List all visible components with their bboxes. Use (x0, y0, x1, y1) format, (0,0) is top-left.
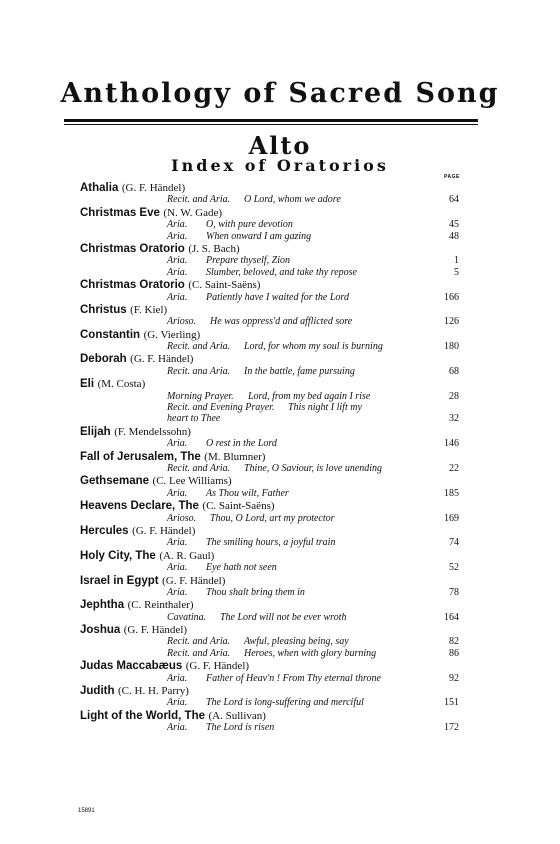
page-number: 92 (449, 672, 459, 684)
piece-words: O, with pure devotion (206, 219, 293, 231)
piece-words: Thou, O Lord, art my protector (210, 512, 335, 524)
index-item (80, 316, 465, 327)
piece-form: Morning Prayer. (167, 390, 234, 402)
oratorio-title: Christmas Eve (80, 206, 160, 219)
entry-heading (80, 524, 465, 537)
entry-heading (80, 474, 465, 487)
index-entry (80, 242, 465, 278)
index-entry (80, 206, 465, 242)
piece-form: Aria. (167, 722, 188, 734)
composer-name: (A. R. Gaul) (159, 549, 215, 562)
index-item (80, 463, 465, 474)
composer-name: (G. F. Händel) (185, 660, 250, 673)
piece-form: Recit. and Aria. (167, 647, 231, 659)
entry-heading (80, 549, 465, 562)
oratorio-title: Constantin (80, 328, 141, 341)
piece-form: Aria. (167, 438, 188, 450)
piece-words: Thou shalt bring them in (206, 586, 305, 598)
oratorio-title: Christmas Oratorio (80, 242, 185, 255)
page-title: Anthology of Sacred Song (60, 78, 500, 109)
page-number: 166 (444, 291, 459, 303)
page-number: 185 (444, 487, 459, 499)
page-number: 164 (444, 611, 459, 623)
index-item (80, 697, 465, 708)
piece-form: Recit. and Aria. (167, 341, 231, 353)
oratorio-title: Holy City, The (80, 549, 156, 562)
page-number: 126 (444, 316, 459, 328)
page-number: 52 (449, 562, 459, 574)
oratorio-title: Jephtha (80, 599, 125, 612)
index-item (80, 648, 465, 659)
oratorio-index (80, 181, 465, 734)
entry-heading (80, 352, 465, 365)
piece-form: Aria. (167, 537, 188, 549)
index-entry (80, 425, 465, 450)
index-item (80, 636, 465, 647)
index-entry (80, 684, 465, 709)
composer-name: (F. Kiel) (130, 303, 168, 316)
piece-form: Aria. (167, 697, 188, 709)
page-number: 1 (454, 255, 459, 267)
oratorio-title: Athalia (80, 182, 119, 194)
page-number: 32 (449, 413, 459, 425)
piece-form: Recit. and Aria. (167, 194, 231, 206)
piece-words: Thine, O Saviour, is love unending (244, 462, 383, 474)
entry-heading (80, 659, 465, 672)
oratorio-title: Judas Maccabæus (80, 660, 183, 673)
composer-name: (F. Mendelssohn) (114, 425, 191, 438)
oratorio-title: Hercules (80, 524, 129, 537)
index-item (80, 366, 465, 377)
oratorio-title: Elijah (80, 425, 111, 438)
piece-form: Recit. and Aria. (167, 462, 231, 474)
page-number: 5 (454, 266, 459, 278)
oratorio-title: Joshua (80, 624, 121, 637)
oratorio-title: Heavens Declare, The (80, 500, 199, 513)
page-number: 169 (444, 512, 459, 524)
piece-form: Arioso. (167, 316, 197, 328)
piece-form: Aria. (167, 219, 188, 231)
piece-words: This night I lift my (288, 402, 362, 414)
oratorio-title: Eli (80, 378, 95, 391)
entry-heading (80, 425, 465, 438)
composer-name: (C. Saint-Saëns) (188, 279, 261, 292)
index-item (80, 402, 465, 413)
composer-name: (G. F. Händel) (121, 182, 186, 194)
piece-words: Father of Heav'n ! From Thy eternal throne (206, 672, 381, 684)
index-item (80, 413, 465, 424)
oratorio-title: Christus (80, 303, 127, 316)
title-rule-thin (64, 124, 478, 125)
page-number: 64 (449, 194, 459, 206)
page-number: 78 (449, 586, 459, 598)
piece-words: Eye hath not seen (206, 562, 277, 574)
piece-words: Lord, from my bed again I rise (248, 390, 371, 402)
index-entry (80, 549, 465, 574)
composer-name: (G. Vierling) (143, 328, 201, 341)
composer-name: (C. Saint-Saëns) (202, 500, 275, 513)
composer-name: (G. F. Händel) (132, 524, 196, 537)
piece-form: Recit. and Evening Prayer. (167, 402, 275, 414)
composer-name: (A. Sullivan) (208, 709, 266, 722)
piece-words: Lord, for whom my soul is burning (244, 341, 383, 353)
catalog-number: 15891 (78, 808, 95, 814)
page-number: 172 (444, 722, 459, 734)
piece-words: As Thou wilt, Father (206, 487, 289, 499)
piece-form: Aria. (167, 230, 188, 242)
piece-form: Aria. (167, 562, 188, 574)
index-entry (80, 303, 465, 328)
composer-name: (C. Reinthaler) (127, 599, 194, 612)
page-column-header: PAGE (444, 174, 460, 180)
piece-form: Aria. (167, 255, 188, 267)
composer-name: (G. F. Händel) (130, 353, 194, 366)
index-entry (80, 352, 465, 377)
index-entry (80, 328, 465, 353)
entry-heading (80, 499, 465, 512)
oratorio-title: Judith (80, 685, 115, 698)
piece-form: Aria. (167, 291, 188, 303)
index-item (80, 537, 465, 548)
composer-name: (G. F. Händel) (123, 624, 188, 637)
piece-words: Prepare thyself, Zion (206, 255, 290, 267)
piece-words: When onward I am gazing (206, 230, 312, 242)
title-rule-thick (64, 119, 478, 122)
index-item (80, 722, 465, 733)
index-entry (80, 709, 465, 734)
entry-heading (80, 242, 465, 255)
index-item (80, 562, 465, 573)
index-item (80, 231, 465, 242)
index-item (80, 219, 465, 230)
page-number: 28 (449, 390, 459, 402)
piece-form: Cavatina. (167, 611, 207, 623)
oratorio-title: Deborah (80, 353, 127, 366)
page-number: 48 (449, 230, 459, 242)
index-entry (80, 474, 465, 499)
index-item (80, 488, 465, 499)
entry-heading (80, 450, 465, 463)
entry-heading (80, 598, 465, 611)
index-entry (80, 623, 465, 659)
section-heading: Alto (248, 131, 312, 160)
index-item (80, 194, 465, 205)
index-item (80, 673, 465, 684)
index-entry (80, 450, 465, 475)
index-item (80, 612, 465, 623)
entry-heading (80, 303, 465, 316)
composer-name: (C. H. H. Parry) (118, 685, 189, 698)
piece-words: The Lord will not be ever wroth (220, 611, 347, 623)
page-number: 74 (449, 537, 459, 549)
page-number: 45 (449, 219, 459, 231)
entry-heading (80, 206, 465, 219)
oratorio-title: Light of the World, The (80, 709, 205, 722)
piece-words: Slumber, beloved, and take thy repose (206, 266, 357, 278)
oratorio-title: Christmas Oratorio (80, 279, 185, 292)
piece-words: In the battle, fame pursuing (244, 365, 355, 377)
page-number: 146 (444, 438, 459, 450)
entry-heading (80, 709, 465, 722)
composer-name: (N. W. Gade) (163, 206, 223, 219)
index-entry (80, 524, 465, 549)
oratorio-title: Israel in Egypt (80, 574, 159, 587)
composer-name: (M. Blumner) (204, 450, 266, 463)
index-subtitle: Index of Oratorios (171, 156, 389, 175)
entry-heading (80, 181, 465, 194)
piece-words: Patiently have I waited for the Lord (206, 291, 349, 303)
piece-words: O Lord, whom we adore (244, 194, 341, 206)
index-item (80, 292, 465, 303)
entry-heading (80, 278, 465, 291)
index-item (80, 587, 465, 598)
composer-name: (M. Costa) (97, 378, 146, 391)
index-item (80, 391, 465, 402)
index-entry (80, 499, 465, 524)
piece-form: Arioso. (167, 512, 197, 524)
composer-name: (C. Lee Williams) (152, 475, 232, 488)
piece-words: The smiling hours, a joyful train (206, 537, 336, 549)
index-entry (80, 659, 465, 684)
piece-form: Aria. (167, 487, 188, 499)
entry-heading (80, 328, 465, 341)
piece-words: Heroes, when with glory burning (244, 647, 377, 659)
index-entry (80, 377, 465, 425)
composer-name: (J. S. Bach) (188, 242, 240, 255)
page-number: 180 (444, 341, 459, 353)
piece-form: Recit. and Aria. (167, 636, 231, 648)
entry-heading (80, 684, 465, 697)
index-entry (80, 598, 465, 623)
index-item (80, 438, 465, 449)
oratorio-title: Gethsemane (80, 475, 150, 488)
page-number: 68 (449, 365, 459, 377)
piece-form: Recit. ana Aria. (167, 365, 231, 377)
entry-heading (80, 623, 465, 636)
index-entry (80, 574, 465, 599)
index-item (80, 513, 465, 524)
piece-form: Aria. (167, 266, 188, 278)
index-item (80, 267, 465, 278)
piece-words: He was oppress'd and afflicted sore (210, 316, 353, 328)
page-number: 86 (449, 647, 459, 659)
piece-form: Aria. (167, 672, 188, 684)
index-entry (80, 278, 465, 303)
index-item (80, 341, 465, 352)
entry-heading (80, 574, 465, 587)
piece-form: heart to Thee (167, 413, 221, 425)
composer-name: (G. F. Händel) (162, 574, 226, 587)
oratorio-title: Fall of Jerusalem, The (80, 450, 201, 463)
entry-heading (80, 377, 465, 390)
piece-words: O rest in the Lord (206, 438, 277, 450)
page-number: 22 (449, 462, 459, 474)
index-entry (80, 181, 465, 206)
page-number: 82 (449, 636, 459, 648)
piece-form: Aria. (167, 586, 188, 598)
piece-words: The Lord is risen (206, 722, 275, 734)
piece-words: The Lord is long-suffering and merciful (206, 697, 364, 709)
page-number: 151 (444, 697, 459, 709)
piece-words: Awful, pleasing being, say (244, 636, 349, 648)
index-item (80, 255, 465, 266)
